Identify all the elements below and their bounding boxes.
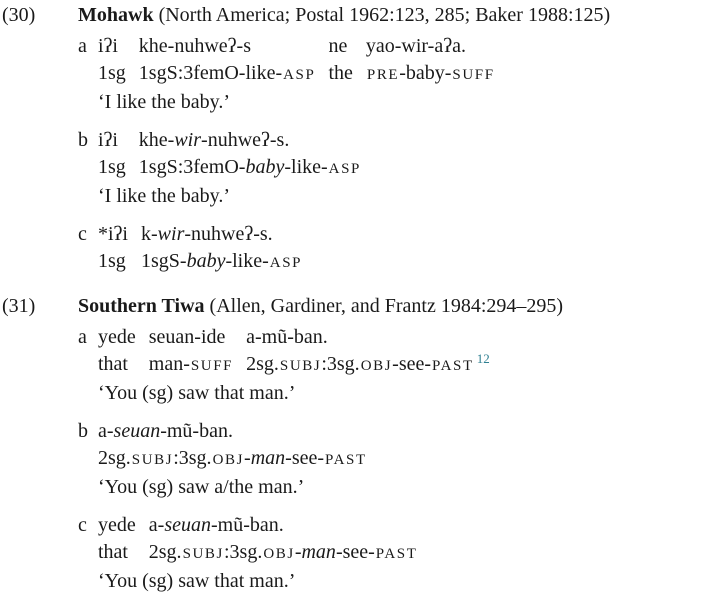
- example-block-31: [2, 293, 713, 595]
- gloss-run: 1sg: [98, 156, 126, 178]
- gloss-run: 2sg.: [148, 541, 182, 563]
- word-cell: [149, 324, 246, 351]
- item-letter: c: [78, 223, 87, 245]
- gloss-line: [98, 351, 503, 380]
- gloss-run: the: [328, 62, 353, 84]
- gloss-cell: [98, 248, 141, 277]
- item-body: [98, 221, 713, 277]
- example-heading: [78, 2, 713, 29]
- word-run: seuan-ide: [148, 326, 226, 348]
- gloss-cell: [98, 539, 149, 568]
- item-letter: a: [78, 326, 87, 348]
- example-body: [78, 293, 713, 595]
- word-cell: [98, 418, 380, 445]
- example-block-30: [2, 2, 713, 277]
- interlinear-gloss: [98, 418, 380, 474]
- gloss-cell: [366, 60, 508, 89]
- language-name: Southern Tiwa: [78, 295, 205, 317]
- example-number: (31): [2, 295, 36, 317]
- gloss-run: -see-: [335, 541, 375, 563]
- italic-morpheme: wir: [174, 129, 202, 151]
- gloss-run: 2sg.: [246, 353, 279, 375]
- gloss-abbrev: SUBJ: [182, 546, 224, 562]
- gloss-abbrev: ASP: [269, 255, 303, 271]
- gloss-item: [78, 221, 713, 277]
- gloss-run: :3sg.: [321, 353, 360, 375]
- gloss-run: :3sg.: [223, 541, 263, 563]
- item-body: [98, 127, 713, 210]
- gloss-cell: [139, 60, 329, 89]
- word-run: yede: [98, 326, 136, 348]
- gloss-cell: [149, 539, 431, 568]
- gloss-abbrev: SUFF: [190, 358, 234, 374]
- example-number: (30): [2, 4, 36, 26]
- item-letter: b: [78, 420, 88, 442]
- gloss-run: :3sg.: [173, 447, 212, 469]
- word-cell: [98, 324, 149, 351]
- gloss-cell: [328, 60, 365, 89]
- word-run: yao-wir-aʔa.: [365, 35, 466, 57]
- word-run: a-: [148, 514, 165, 536]
- object-language-line: [98, 324, 503, 351]
- word-cell: [246, 324, 503, 351]
- item-body: [98, 418, 713, 501]
- word-run: -nuhweʔ-s.: [184, 223, 273, 245]
- gloss-line: [98, 154, 374, 183]
- translation-line: ‘I like the baby.’: [98, 91, 230, 113]
- word-run: -mũ-ban.: [160, 420, 233, 442]
- word-run: khe-: [138, 129, 175, 151]
- italic-morpheme: wir: [157, 223, 185, 245]
- gloss-run: 2sg.: [98, 447, 131, 469]
- item-body: [98, 33, 713, 116]
- item-body: [98, 324, 713, 407]
- gloss-run: -like-: [284, 156, 328, 178]
- gloss-run: -like-: [225, 250, 269, 272]
- gloss-abbrev: ASP: [283, 67, 316, 83]
- gloss-cell: [139, 154, 374, 183]
- object-language-line: [98, 512, 431, 539]
- gloss-abbrev: SUBJ: [279, 358, 322, 374]
- gloss-item: [78, 324, 713, 407]
- gloss-run: 1sgS-: [141, 250, 187, 272]
- gloss-run: that: [98, 353, 128, 375]
- gloss-line: [98, 539, 431, 568]
- language-name: Mohawk: [78, 4, 154, 26]
- word-run: khe-nuhweʔ-s: [138, 35, 251, 57]
- translation-line: ‘You (sg) saw that man.’: [98, 570, 296, 592]
- paper-page: [2, 2, 713, 595]
- word-run: -nuhweʔ-s.: [201, 129, 290, 151]
- object-language-line: [98, 127, 374, 154]
- italic-morpheme: baby: [186, 250, 226, 272]
- word-cell: [328, 33, 365, 60]
- word-run: ne: [328, 35, 348, 57]
- gloss-run: -see-: [285, 447, 325, 469]
- gloss-run: 1sg: [98, 250, 126, 272]
- word-cell: [149, 512, 431, 539]
- example-body: [78, 2, 713, 277]
- italic-morpheme: seuan: [164, 514, 211, 536]
- italic-morpheme: man: [250, 447, 286, 469]
- italic-morpheme: seuan: [113, 420, 161, 442]
- word-cell: [139, 127, 374, 154]
- gloss-cell: [98, 60, 139, 89]
- object-language-line: [98, 33, 508, 60]
- word-run: yede: [98, 514, 136, 536]
- interlinear-gloss: [98, 512, 431, 568]
- word-cell: [139, 33, 329, 60]
- item-letter: a: [78, 35, 87, 57]
- translation-line: ‘You (sg) saw that man.’: [98, 382, 296, 404]
- word-run: k-: [141, 223, 158, 245]
- gloss-line: [98, 445, 380, 474]
- word-cell: [98, 33, 139, 60]
- interlinear-gloss: [98, 127, 374, 183]
- word-cell: [366, 33, 508, 60]
- gloss-run: -: [294, 541, 302, 563]
- word-cell: [98, 127, 139, 154]
- gloss-run: that: [98, 541, 128, 563]
- footnote-ref[interactable]: 12: [476, 351, 490, 366]
- item-letter: c: [78, 514, 87, 536]
- example-heading: [78, 293, 713, 320]
- source-citation: (North America; Postal 1962:123, 285; Baker 1988:125): [158, 4, 611, 26]
- gloss-run: -see-: [392, 353, 432, 375]
- interlinear-gloss: [98, 324, 503, 380]
- gloss-run: 1sgS:3femO-like-: [138, 62, 283, 84]
- gloss-abbrev: OBJ: [360, 358, 393, 374]
- gloss-abbrev: SUFF: [452, 67, 495, 83]
- gloss-cell: [98, 445, 380, 474]
- gloss-item: [78, 418, 713, 501]
- item-letter: b: [78, 129, 88, 151]
- object-language-line: [98, 418, 380, 445]
- gloss-abbrev: OBJ: [263, 546, 295, 562]
- gloss-line: [98, 60, 508, 89]
- translation-line: ‘You (sg) saw a/the man.’: [98, 476, 305, 498]
- italic-morpheme: baby: [245, 156, 285, 178]
- gloss-abbrev: PRE: [366, 67, 400, 83]
- interlinear-gloss: [98, 221, 315, 277]
- examples-container: [2, 2, 713, 595]
- word-run: a-mũ-ban.: [246, 326, 328, 348]
- gloss-run: man-: [148, 353, 190, 375]
- gloss-run: -: [244, 447, 251, 469]
- word-cell: [141, 221, 315, 248]
- gloss-abbrev: PAST: [325, 452, 367, 468]
- gloss-item: [78, 512, 713, 595]
- gloss-abbrev: PAST: [432, 358, 474, 374]
- gloss-cell: [141, 248, 315, 277]
- gloss-line: [98, 248, 315, 277]
- translation-line: ‘I like the baby.’: [98, 185, 230, 207]
- gloss-cell: [149, 351, 246, 380]
- gloss-run: -baby-: [399, 62, 452, 84]
- gloss-abbrev: PAST: [375, 546, 418, 562]
- gloss-abbrev: ASP: [328, 161, 361, 177]
- word-run: a-: [98, 420, 114, 442]
- word-cell: [98, 512, 149, 539]
- gloss-cell: [246, 351, 503, 380]
- gloss-item: [78, 127, 713, 210]
- gloss-run: 1sg: [98, 62, 126, 84]
- gloss-abbrev: SUBJ: [131, 452, 174, 468]
- gloss-abbrev: OBJ: [212, 452, 245, 468]
- word-run: -mũ-ban.: [210, 514, 284, 536]
- source-citation: (Allen, Gardiner, and Frantz 1984:294–295): [209, 295, 564, 317]
- word-run: *iʔi: [98, 223, 128, 245]
- gloss-run: 1sgS:3femO-: [138, 156, 246, 178]
- word-run: iʔi: [98, 35, 118, 57]
- italic-morpheme: man: [301, 541, 336, 563]
- gloss-cell: [98, 351, 149, 380]
- object-language-line: [98, 221, 315, 248]
- item-body: [98, 512, 713, 595]
- gloss-cell: [98, 154, 139, 183]
- word-cell: [98, 221, 141, 248]
- gloss-item: [78, 33, 713, 116]
- word-run: iʔi: [98, 129, 118, 151]
- interlinear-gloss: [98, 33, 508, 89]
